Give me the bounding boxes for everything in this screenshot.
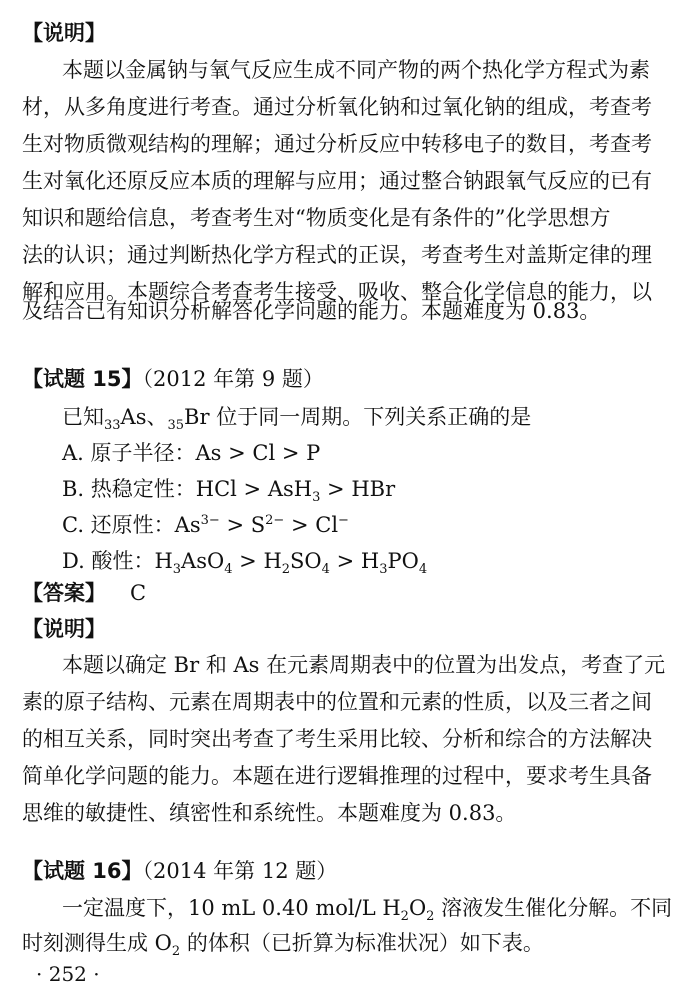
- question-16-line-2: 时刻测得生成 $O_2$ 的体积（已折算为标准状况）如下表。: [22, 931, 544, 960]
- answer-label: 【答案】: [22, 581, 106, 605]
- question-16-line-1: 一定温度下，10 mL 0.40 mol/L $H_2O_2$ 溶液发生催化分解。不同: [62, 896, 673, 925]
- paragraph-line: 思维的敏捷性、缜密性和系统性。本题难度为 0.83。: [22, 801, 517, 825]
- option-b: B. 热稳定性：HCl > AsH$_3$ > HBr: [62, 477, 396, 506]
- explanation-heading-1: 【说明】: [22, 21, 106, 45]
- option-c: C. 还原性：$As^{3-} > S^{2-} > Cl^-$: [62, 513, 349, 537]
- paragraph-line: 素的原子结构、元素在周期表中的位置和元素的性质，以及三者之间: [22, 690, 652, 714]
- paragraph-line: 知识和题给信息，考查考生对“物质变化是有条件的”化学思想方: [22, 206, 611, 230]
- option-a: A. 原子半径：As > Cl > P: [62, 441, 321, 465]
- option-d: D. 酸性：$H_3AsO_4 > H_2SO_4 > H_3PO_4$: [62, 549, 428, 578]
- question-16-heading: [22, 856, 337, 886]
- question-15-source: （2012 年第 9 题）: [142, 367, 324, 391]
- paragraph-line: 的相互关系，同时突出考查了考生采用比较、分析和综合的方法解决: [22, 727, 652, 751]
- answer-line: [22, 578, 146, 608]
- paragraph-line: 生对物质微观结构的理解；通过分析反应中转移电子的数目，考查考: [22, 132, 652, 156]
- question-15-stem: 已知$_{33}$As、$_{35}$Br 位于同一周期。下列关系正确的是: [62, 405, 532, 434]
- question-15-label: 【试题 15】: [22, 367, 143, 391]
- paragraph-line: 法的认识；通过判断热化学方程式的正误，考查考生对盖斯定律的理: [22, 243, 652, 267]
- page-number: · 252 ·: [36, 962, 100, 986]
- paragraph-line: 本题以金属钠与氧气反应生成不同产物的两个热化学方程式为素: [62, 58, 650, 82]
- paragraph-line: 生对氧化还原反应本质的理解与应用；通过整合钠跟氧气反应的已有: [22, 169, 652, 193]
- answer-value: C: [130, 581, 147, 605]
- paragraph-line: 材，从多角度进行考查。通过分析氧化钠和过氧化钠的组成，考查考: [22, 95, 652, 119]
- paragraph-line: 本题以确定 Br 和 As 在元素周期表中的位置为出发点，考查了元: [62, 653, 666, 677]
- question-16-source: （2014 年第 12 题）: [142, 859, 338, 883]
- explanation-heading-2: 【说明】: [22, 617, 106, 641]
- paragraph-line: 解和应用。本题综合考查考生接受、吸收、整合化学信息的能力，以: [22, 280, 652, 304]
- question-16-label: 【试题 16】: [22, 859, 143, 883]
- paragraph-line: 及结合已有知识分析解答化学问题的能力。本题难度为 0.83。: [22, 299, 601, 323]
- paragraph-line: 简单化学问题的能力。本题在进行逻辑推理的过程中，要求考生具备: [22, 764, 652, 788]
- question-15-heading: [22, 364, 324, 394]
